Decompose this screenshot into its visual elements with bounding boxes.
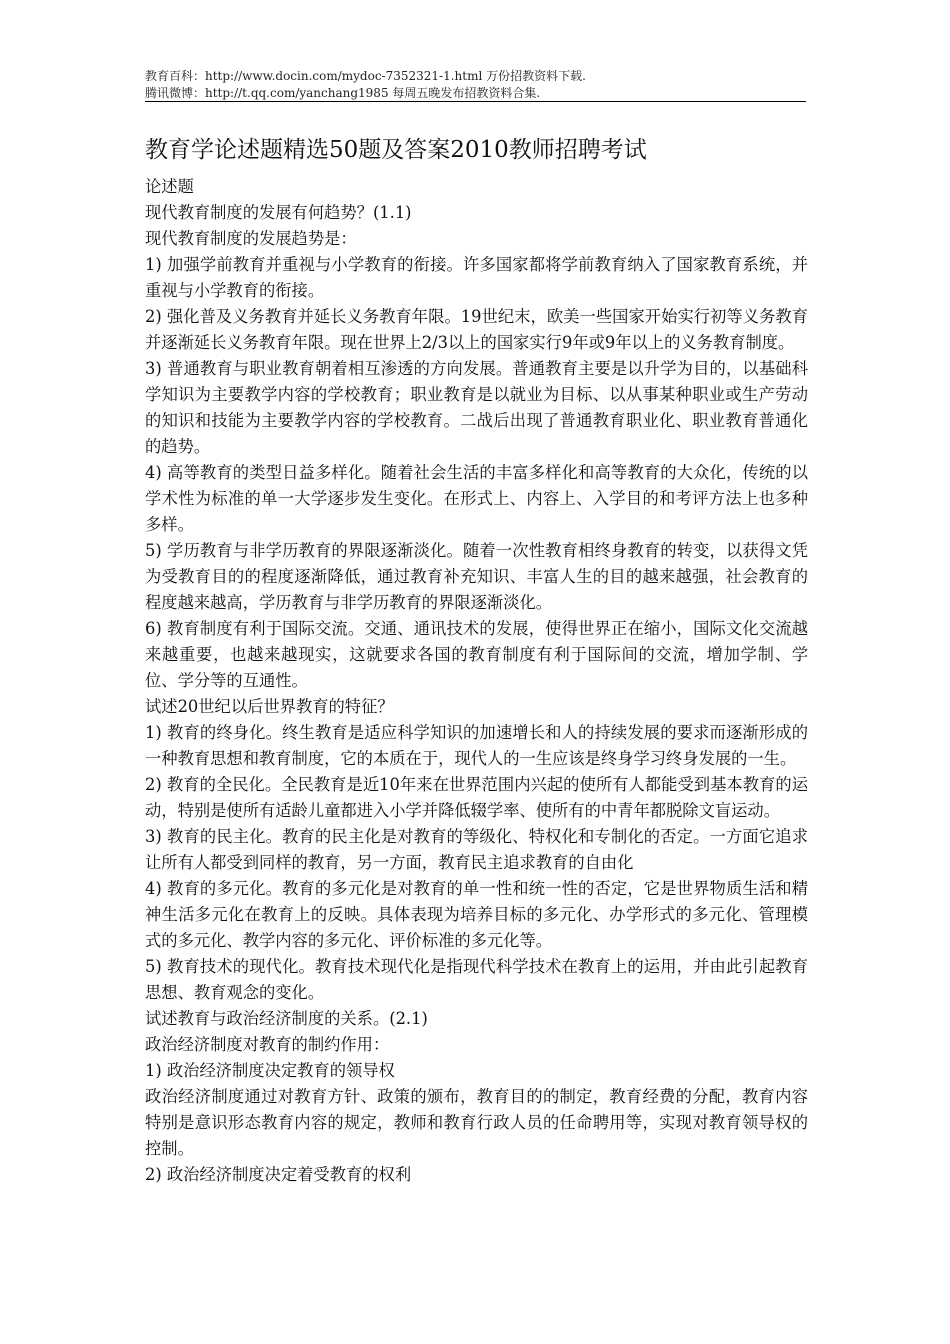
paragraph: 4) 高等教育的类型日益多样化。随着社会生活的丰富多样化和高等教育的大众化，传统的以学术性为标准的单一大学逐步发生变化。在形式上、内容上、入学目的和考评方法上也多种多样。 <box>145 463 808 534</box>
header-line-docin: 教育百科：http://www.docin.com/mydoc-7352321-1.html 万份招教资料下载. <box>145 69 586 83</box>
document-title: 教育学论述题精选50题及答案2010教师招聘考试 <box>145 137 647 163</box>
paragraph: 2) 教育的全民化。全民教育是近10年来在世界范围内兴起的使所有人都能受到基本教育的运动，特别是使所有适龄儿童都进入小学并降低辍学率、使所有的中青年都脱除文盲运动。 <box>145 775 808 820</box>
header-line-weibo: 腾讯微博：http://t.qq.com/yanchang1985 每周五晚发布招教资料合集. <box>145 86 541 100</box>
paragraph: 政治经济制度对教育的制约作用： <box>145 1035 390 1054</box>
paragraph: 现代教育制度的发展有何趋势？(1.1) <box>145 203 412 222</box>
paragraph: 1) 教育的终身化。终生教育是适应科学知识的加速增长和人的持续发展的要求而逐渐形成的一种教育思想和教育制度，它的本质在于，现代人的一生应该是终身学习终身发展的一生。 <box>145 723 808 768</box>
paragraph: 试述教育与政治经济制度的关系。(2.1) <box>145 1009 428 1028</box>
paragraph: 5) 教育技术的现代化。教育技术现代化是指现代科学技术在教育上的运用，并由此引起教育思想、教育观念的变化。 <box>145 957 808 1002</box>
paragraph: 4) 教育的多元化。教育的多元化是对教育的单一性和统一性的否定，它是世界物质生活和精神生活多元化在教育上的反映。具体表现为培养目标的多元化、办学形式的多元化、管理模式的多元化、教学内容的多元化、评价标准的多元化等。 <box>145 879 808 950</box>
paragraph: 2) 政治经济制度决定着受教育的权利 <box>145 1165 412 1184</box>
paragraph: 3) 教育的民主化。教育的民主化是对教育的等级化、特权化和专制化的否定。一方面它追求让所有人都受到同样的教育，另一方面，教育民主追求教育的自由化 <box>145 827 808 872</box>
paragraph: 政治经济制度通过对教育方针、政策的颁布，教育目的的制定，教育经费的分配，教育内容特别是意识形态教育内容的规定，教师和教育行政人员的任命聘用等，实现对教育领导权的控制。 <box>145 1087 808 1158</box>
header-divider <box>145 101 806 102</box>
paragraph: 论述题 <box>145 177 194 196</box>
paragraph: 1) 加强学前教育并重视与小学教育的衔接。许多国家都将学前教育纳入了国家教育系统，并重视与小学教育的衔接。 <box>145 255 808 300</box>
paragraph: 1) 政治经济制度决定教育的领导权 <box>145 1061 395 1080</box>
paragraph: 试述20世纪以后世界教育的特征？ <box>145 697 394 716</box>
page-header <box>145 68 806 102</box>
paragraph: 5) 学历教育与非学历教育的界限逐渐淡化。随着一次性教育相终身教育的转变，以获得文凭为受教育目的的程度逐渐降低，通过教育补充知识、丰富人生的目的越来越强，社会教育的程度越来越高，学历教育与非学历教育的界限逐渐淡化。 <box>145 541 808 612</box>
document-body <box>145 174 808 1188</box>
paragraph: 2) 强化普及义务教育并延长义务教育年限。19世纪末，欧美一些国家开始实行初等义务教育并逐渐延长义务教育年限。现在世界上2/3以上的国家实行9年或9年以上的义务教育制度。 <box>145 307 808 352</box>
paragraph: 现代教育制度的发展趋势是： <box>145 229 357 248</box>
paragraph: 6) 教育制度有利于国际交流。交通、通讯技术的发展，使得世界正在缩小，国际文化交流越来越重要，也越来越现实，这就要求各国的教育制度有利于国际间的交流，增加学制、学位、学分等的互通性。 <box>145 619 808 690</box>
paragraph: 3) 普通教育与职业教育朝着相互渗透的方向发展。普通教育主要是以升学为目的，以基础科学知识为主要教学内容的学校教育；职业教育是以就业为目标、以从事某种职业或生产劳动的知识和技能为主要教学内容的学校教育。二战后出现了普通教育职业化、职业教育普通化的趋势。 <box>145 359 808 456</box>
